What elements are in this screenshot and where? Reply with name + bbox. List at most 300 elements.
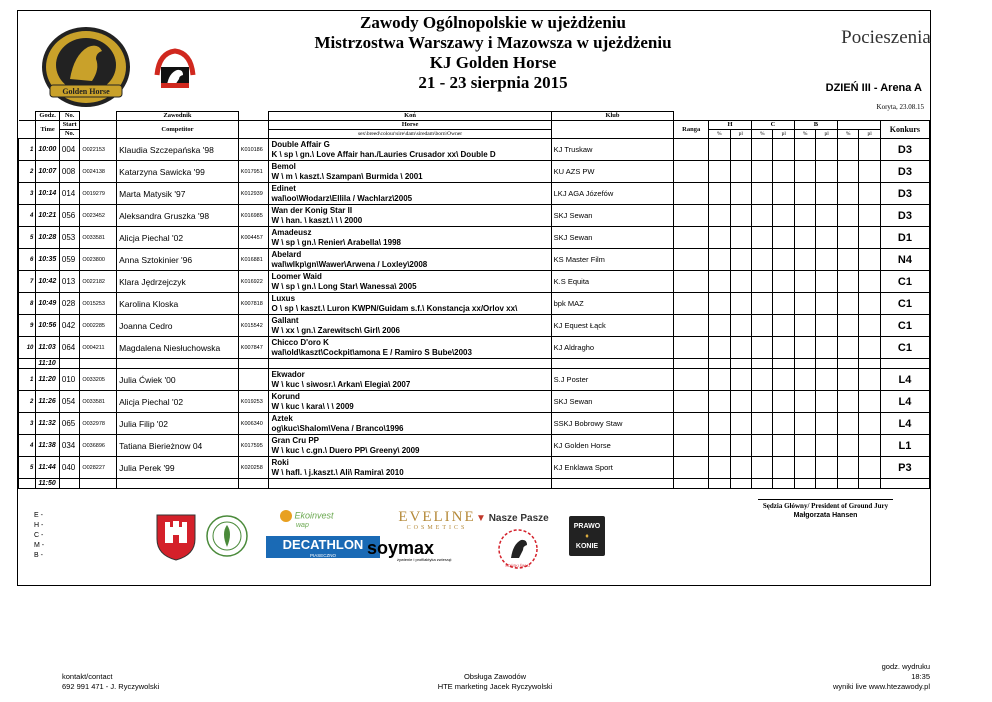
cell-idx: 10 [19,337,36,359]
score-cell [752,457,773,479]
cell-hid: K019253 [238,391,269,413]
score-cell [752,271,773,293]
cell-rid: O015253 [80,293,117,315]
col-horse-pl: Koń [269,112,551,121]
score-cell [794,205,815,227]
score-cell [730,205,751,227]
cell-no: 042 [59,315,79,337]
konie-text: KONIE [575,543,599,550]
cell-rider: Karolina Kloska [117,293,239,315]
score-cell [709,249,730,271]
cell-idx: 7 [19,271,36,293]
cell-idx: 4 [19,435,36,457]
cell-konkurs: C1 [880,337,929,359]
table-row [19,369,930,391]
col-x-pct: % [837,130,858,139]
contact-label: kontakt/contact [62,672,113,681]
cell-time: 10:00 [36,139,60,161]
cell-hid: K007847 [238,337,269,359]
horse-cell [269,435,551,457]
score-cell [794,457,815,479]
col-h-pl: pl [730,130,751,139]
score-cell [816,457,837,479]
header-row-2 [19,121,930,130]
soymax-sub: żywienie i profilaktyka zwierząt [397,557,452,562]
score-cell [837,457,858,479]
score-cell [709,457,730,479]
score-cell [773,413,794,435]
cell-time: 10:49 [36,293,60,315]
horse-name: Wan der Konig Star II [271,205,353,215]
col-club: Klub [551,112,674,121]
score-cell [837,271,858,293]
score-cell [859,271,880,293]
score-cell [752,205,773,227]
cell-club: KS Master Film [551,249,674,271]
eveline-sub: COSMETICS [406,525,468,531]
horse-name: Chicco D'oro K [271,337,329,347]
ekoinvest-text: Ekoinvest [294,510,334,521]
score-cell [837,391,858,413]
cell-no: 034 [59,435,79,457]
cell-club: KJ Equest Łąck [551,315,674,337]
score-cell [773,205,794,227]
cell-konkurs: D3 [880,161,929,183]
score-cell [730,139,751,161]
col-ranga: Ranga [674,121,709,139]
horse-cell [269,161,551,183]
horse-cell [269,457,551,479]
cell-time: 10:56 [36,315,60,337]
score-cell [837,413,858,435]
score-cell [794,413,815,435]
jury-block [738,499,913,520]
horse-name: Luxus [271,293,296,303]
cell-hid: K017951 [238,161,269,183]
score-cell [837,435,858,457]
cell-konkurs: L4 [880,369,929,391]
cell-no: 056 [59,205,79,227]
score-cell [837,315,858,337]
col-no: No. [59,112,79,121]
col-x-pl: pl [859,130,880,139]
cell-hid: K007818 [238,293,269,315]
score-cell [752,337,773,359]
cell-rider: Aleksandra Gruszka '98 [117,205,239,227]
cell-idx: 2 [19,161,36,183]
cell-hid: K004457 [238,227,269,249]
horse-cell [269,249,551,271]
table-row [19,271,930,293]
score-cell [773,293,794,315]
score-cell [837,337,858,359]
score-cell [752,369,773,391]
score-cell [794,183,815,205]
score-cell [674,293,709,315]
cell-club: SSKJ Bobrowy Staw [551,413,674,435]
score-cell [773,369,794,391]
jury-name: Małgorzata Hansen [793,512,858,519]
score-cell [730,413,751,435]
cell-konkurs: D3 [880,205,929,227]
score-cell [816,139,837,161]
footer-print [780,662,930,692]
score-cell [816,161,837,183]
table-row [19,161,930,183]
cell-club: S.J Poster [551,369,674,391]
cell-rider: Anna Sztokinier '96 [117,249,239,271]
col-b-pl: pl [816,130,837,139]
cell-idx: 1 [19,139,36,161]
table-row [19,315,930,337]
cell-no: 004 [59,139,79,161]
score-cell [837,161,858,183]
score-cell [859,293,880,315]
col-c-pct: % [752,130,773,139]
horse-details: wal\oo\Włodarz\Ellila / Wachlarz\2005 [271,193,413,203]
score-cell [794,139,815,161]
table-row [19,293,930,315]
cell-rider: Joanna Cedro [117,315,239,337]
cell-rider: Katarzyna Sawicka '99 [117,161,239,183]
score-cell [859,139,880,161]
score-cell [674,391,709,413]
horse-details: W \ kuc \ kara\ \ \ 2009 [271,401,354,411]
horse-details: W \ sp \ gn.\ Long Star\ Wanessa\ 2005 [271,281,417,291]
score-cell [837,293,858,315]
judge-h: H - [34,522,44,529]
jury-title: Sędzia Główny/ President of Ground Jury [762,502,889,510]
break-row [19,479,930,489]
cell-club: KU AZS PW [551,161,674,183]
score-cell [859,183,880,205]
cell-konkurs: N4 [880,249,929,271]
score-cell [773,249,794,271]
horse-name: Gallant [271,315,299,325]
cell-idx: 1 [19,369,36,391]
score-cell [773,139,794,161]
table-row [19,205,930,227]
score-cell [837,205,858,227]
score-cell [730,435,751,457]
score-cell [859,249,880,271]
break-time: 11:50 [36,479,60,489]
cell-konkurs: D3 [880,183,929,205]
score-cell [709,139,730,161]
prawo-konie-logo: PRAWO ♦ KONIE [569,516,605,556]
score-cell [794,315,815,337]
cell-konkurs: C1 [880,315,929,337]
horse-cell [269,271,551,293]
score-cell [816,391,837,413]
score-cell [773,435,794,457]
cell-rider: Alicja Piechal '02 [117,227,239,249]
cell-konkurs: C1 [880,293,929,315]
cell-no: 014 [59,183,79,205]
score-cell [730,315,751,337]
cell-idx: 8 [19,293,36,315]
table-row [19,139,930,161]
score-cell [752,183,773,205]
cell-rid: O032978 [80,413,117,435]
judge-m: M - [34,542,45,549]
cell-konkurs: C1 [880,271,929,293]
table-row [19,391,930,413]
judge-e: E - [34,512,43,519]
score-cell [859,315,880,337]
col-start-no: No. [59,130,79,139]
event-titles [268,13,718,93]
cell-idx: 4 [19,205,36,227]
cell-rid: O033205 [80,369,117,391]
cell-hid [238,369,269,391]
cell-rid: O036896 [80,435,117,457]
score-cell [709,227,730,249]
col-c-pl: pl [773,130,794,139]
cell-rid: O028227 [80,457,117,479]
col-competitor: Competitor [117,121,239,139]
score-cell [730,271,751,293]
score-cell [837,227,858,249]
score-cell [859,457,880,479]
service-company: HTE marketing Jacek Ryczywolski [437,682,553,691]
cell-rid: O019279 [80,183,117,205]
score-cell [730,161,751,183]
cell-club: KJ Truskaw [551,139,674,161]
score-cell [730,369,751,391]
score-cell [837,369,858,391]
horse-name: Double Affair G [271,139,330,149]
score-cell [674,435,709,457]
horse-name: Gran Cru PP [271,435,320,445]
horse-details: W \ kuc \ c.gn.\ Duero PP\ Greeny\ 2009 [271,445,420,455]
cell-no: 013 [59,271,79,293]
score-cell [794,337,815,359]
score-cell [674,315,709,337]
score-cell [773,227,794,249]
eveline-logo [391,509,483,532]
horse-cell [269,183,551,205]
score-cell [674,369,709,391]
horse-club-logo [149,45,201,93]
cell-rider: Julia Ćwiek '00 [117,369,239,391]
score-cell [794,435,815,457]
score-cell [674,457,709,479]
service-label: Obsługa Zawodów [463,672,527,681]
cell-time: 10:42 [36,271,60,293]
cell-idx: 9 [19,315,36,337]
score-cell [816,435,837,457]
cell-no: 040 [59,457,79,479]
cell-club: KJ Aldragho [551,337,674,359]
score-cell [730,183,751,205]
cell-time: 10:07 [36,161,60,183]
score-cell [837,249,858,271]
judge-b: B - [34,552,43,559]
score-cell [773,337,794,359]
footer-service [420,672,570,692]
horse-cell [269,139,551,161]
cell-rider: Julia Perek '99 [117,457,239,479]
cell-time: 10:21 [36,205,60,227]
score-cell [773,271,794,293]
cell-rid: O033581 [80,227,117,249]
cell-hid: K006340 [238,413,269,435]
horse-name: Edinet [271,183,296,193]
score-cell [709,183,730,205]
col-start: Start [59,121,79,130]
col-b: B [794,121,837,130]
decathlon-sub: PIASECZNO [309,553,336,558]
score-cell [816,337,837,359]
score-cell [709,205,730,227]
score-cell [773,183,794,205]
cell-time: 10:35 [36,249,60,271]
cell-konkurs: L4 [880,391,929,413]
cell-club: bpk MAZ [551,293,674,315]
score-cell [859,227,880,249]
cell-idx: 5 [19,227,36,249]
score-cell [709,413,730,435]
horse-cell [269,205,551,227]
score-cell [816,183,837,205]
horse-details: og\kuc\Shalom\Vena / Branco\1996 [271,423,404,433]
score-cell [709,293,730,315]
col-b-pct: % [794,130,815,139]
cell-konkurs: L4 [880,413,929,435]
horse-name: Roki [271,457,289,467]
score-cell [752,227,773,249]
break-time: 11:10 [36,359,60,369]
horse-name: Aztek [271,413,293,423]
table-row [19,457,930,479]
score-cell [674,249,709,271]
konski-swiat-text: KOŃSKI ŚWIAT [505,564,531,568]
prawo-text: PRAWO [573,523,601,530]
col-time: Time [36,121,60,139]
contact-phone: 692 991 471 - J. Ryczywolski [62,682,160,691]
cell-time: 11:26 [36,391,60,413]
score-cell [773,315,794,337]
score-cell [773,161,794,183]
score-cell [816,227,837,249]
konski-swiat-logo [497,528,539,570]
event-subtitle: Mistrzostwa Warszawy i Mazowsza w ujeżdżeniu [314,33,672,52]
score-cell [752,249,773,271]
horse-details: K \ sp \ gn.\ Love Affair han./Lauries Crusador xx\ Double D [271,149,496,159]
cell-rider: Magdalena Niesłuchowska [117,337,239,359]
horse-name: Amadeusz [271,227,312,237]
score-cell [709,435,730,457]
ekoinvest-sub: wap [296,522,309,529]
horse-cell [269,413,551,435]
score-cell [794,369,815,391]
horse-name: Korund [271,391,300,401]
horse-details: W \ hafl. \ j.kaszt.\ Ali\ Ramira\ 2010 [271,467,404,477]
score-cell [794,249,815,271]
horse-details: W \ sp \ gn.\ Renier\ Arabella\ 1998 [271,237,401,247]
cell-hid: K010186 [238,139,269,161]
cell-idx: 2 [19,391,36,413]
table-row [19,435,930,457]
score-cell [859,337,880,359]
cell-no: 008 [59,161,79,183]
horse-cell [269,293,551,315]
cell-no: 059 [59,249,79,271]
horse-name: Ekwador [271,369,305,379]
score-cell [859,161,880,183]
cell-time: 11:44 [36,457,60,479]
score-cell [816,369,837,391]
cell-no: 053 [59,227,79,249]
cell-time: 10:14 [36,183,60,205]
horse-details: W \ kuc \ siwosr.\ Arkan\ Elegia\ 2007 [271,379,411,389]
score-cell [859,391,880,413]
score-cell [794,227,815,249]
start-list-table [18,111,930,489]
horse-cell [269,227,551,249]
horse-details: wal\wlkp\gn\Wawer\Arwena / Loxley\2008 [271,259,428,269]
horse-details: W \ xx \ gn.\ Zarewitsch\ Girl\ 2006 [271,325,400,335]
table-row [19,183,930,205]
cell-club: K.S Equita [551,271,674,293]
cell-club: SKJ Sewan [551,227,674,249]
cell-idx: 3 [19,413,36,435]
cell-rid: O004211 [80,337,117,359]
judges-list [34,511,44,561]
score-cell [752,161,773,183]
cell-rider: Marta Matysik '97 [117,183,239,205]
score-cell [816,315,837,337]
cell-no: 010 [59,369,79,391]
col-h: H [709,121,752,130]
cell-rider: Klaudia Szczepańska '98 [117,139,239,161]
logo-text: Golden Horse [62,87,110,96]
cell-club: KJ Enklawa Sport [551,457,674,479]
score-cell [773,457,794,479]
score-cell [730,227,751,249]
score-cell [752,139,773,161]
cell-rid: O023800 [80,249,117,271]
score-cell [752,413,773,435]
cell-no: 028 [59,293,79,315]
score-cell [709,337,730,359]
decathlon-text: DECATHLON [282,537,364,552]
soymax-text: soymax [367,538,435,558]
score-cell [859,369,880,391]
cell-club: LKJ AGA Józefów [551,183,674,205]
cell-hid: K016881 [238,249,269,271]
cell-idx: 5 [19,457,36,479]
score-cell [837,183,858,205]
cell-rid: O023452 [80,205,117,227]
cell-hid: K017595 [238,435,269,457]
score-cell [859,413,880,435]
cell-rid: O024138 [80,161,117,183]
score-cell [674,271,709,293]
cell-time: 11:32 [36,413,60,435]
score-cell [730,249,751,271]
cell-hid: K016922 [238,271,269,293]
nasze-pasze-text: Nasze Pasze [488,513,549,524]
score-cell [816,293,837,315]
judge-c: C - [34,532,44,539]
cell-hid: K016985 [238,205,269,227]
ekoinvest-logo [280,510,380,529]
score-cell [816,413,837,435]
cell-hid: K020258 [238,457,269,479]
col-horse-desc: sex\breed\colour\sire\dam\siredam\born\Owner [269,130,551,139]
